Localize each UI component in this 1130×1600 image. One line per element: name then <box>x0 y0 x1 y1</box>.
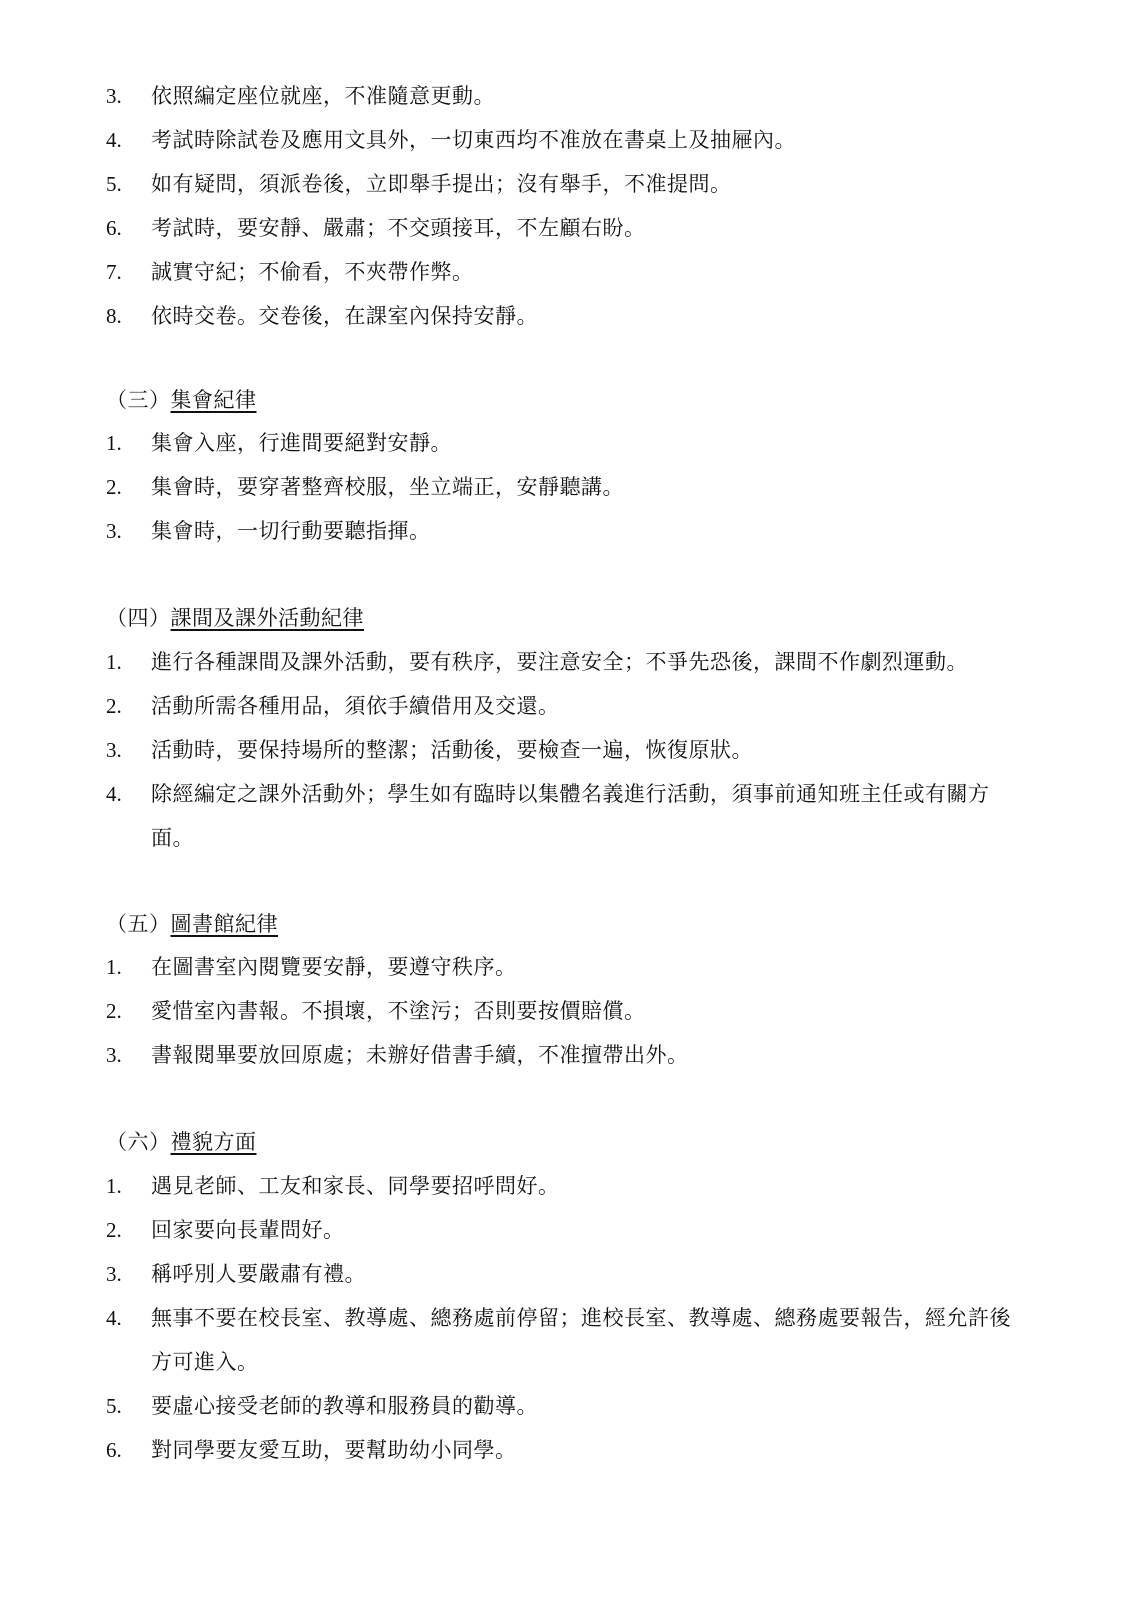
item-number: 2. <box>106 694 122 718</box>
item-text: 對同學要友愛互助，要幫助幼小同學。 <box>151 1438 517 1462</box>
section-heading-manners <box>106 1120 257 1164</box>
section-title: 禮貌方面 <box>170 1130 257 1154</box>
item-text: 在圖書室內閱覽要安靜，要遵守秩序。 <box>151 955 517 979</box>
section-heading-activities <box>106 596 364 640</box>
list-item <box>0 118 1130 162</box>
section-prefix: （三） <box>106 388 171 412</box>
item-number: 4. <box>106 782 122 806</box>
list-item <box>0 74 1130 118</box>
item-text: 依時交卷。交卷後，在課室內保持安靜。 <box>151 304 538 328</box>
item-number: 3. <box>106 84 122 108</box>
item-number: 5. <box>106 172 122 196</box>
activities-rules-list <box>0 640 1130 860</box>
item-number: 3. <box>106 1262 122 1286</box>
list-item <box>0 1384 1130 1428</box>
section-heading-library <box>106 902 278 946</box>
item-number: 2. <box>106 999 122 1023</box>
list-item <box>0 421 1130 465</box>
item-number: 2. <box>106 475 122 499</box>
item-text: 集會時，要穿著整齊校服，坐立端正，安靜聽講。 <box>151 475 624 499</box>
list-item <box>0 250 1130 294</box>
item-text: 進行各種課間及課外活動，要有秩序，要注意安全；不爭先恐後，課間不作劇烈運動。 <box>151 650 968 674</box>
list-item <box>0 1164 1130 1208</box>
item-number: 3. <box>106 1043 122 1067</box>
library-rules-list <box>0 945 1130 1077</box>
item-text: 誠實守紀；不偷看，不夾帶作弊。 <box>151 260 474 284</box>
list-item <box>0 640 1130 684</box>
section-title: 課間及課外活動紀律 <box>170 606 364 630</box>
item-text: 活動時，要保持場所的整潔；活動後，要檢查一遍，恢復原狀。 <box>151 738 753 762</box>
section-prefix: （五） <box>106 912 171 936</box>
exam-rules-list <box>0 74 1130 338</box>
item-text: 遇見老師、工友和家長、同學要招呼問好。 <box>151 1174 560 1198</box>
list-item <box>0 206 1130 250</box>
list-item <box>0 294 1130 338</box>
item-text: 集會時，一切行動要聽指揮。 <box>151 519 431 543</box>
list-item <box>0 989 1130 1033</box>
section-prefix: （六） <box>106 1130 171 1154</box>
item-number: 1. <box>106 955 122 979</box>
list-item <box>0 162 1130 206</box>
assembly-rules-list <box>0 421 1130 553</box>
section-heading-assembly <box>106 378 257 422</box>
item-text: 活動所需各種用品，須依手續借用及交還。 <box>151 694 560 718</box>
manners-rules-list <box>0 1164 1130 1472</box>
item-text: 如有疑問，須派卷後，立即舉手提出；沒有舉手，不准提問。 <box>151 172 732 196</box>
item-text: 要虛心接受老師的教導和服務員的勸導。 <box>151 1394 538 1418</box>
item-number: 1. <box>106 431 122 455</box>
item-number: 6. <box>106 1438 122 1462</box>
list-item <box>0 945 1130 989</box>
item-number: 3. <box>106 519 122 543</box>
item-text: 考試時，要安靜、嚴肅；不交頭接耳，不左顧右盼。 <box>151 216 646 240</box>
item-text: 回家要向長輩問好。 <box>151 1218 345 1242</box>
item-text: 稱呼別人要嚴肅有禮。 <box>151 1262 366 1286</box>
item-text: 書報閱畢要放回原處；未辦好借書手續，不准擅帶出外。 <box>151 1043 689 1067</box>
item-number: 3. <box>106 738 122 762</box>
list-item <box>0 1033 1130 1077</box>
list-item <box>0 509 1130 553</box>
item-number: 1. <box>106 650 122 674</box>
item-number: 2. <box>106 1218 122 1242</box>
list-item <box>0 1296 1130 1384</box>
item-number: 5. <box>106 1394 122 1418</box>
item-number: 4. <box>106 128 122 152</box>
item-number: 6. <box>106 216 122 240</box>
list-item <box>0 1208 1130 1252</box>
item-text: 集會入座，行進間要絕對安靜。 <box>151 431 452 455</box>
item-text: 考試時除試卷及應用文具外，一切東西均不准放在書桌上及抽屜內。 <box>151 128 796 152</box>
list-item <box>0 728 1130 772</box>
list-item <box>0 772 1130 860</box>
item-number: 7. <box>106 260 122 284</box>
section-prefix: （四） <box>106 606 171 630</box>
section-title: 集會紀律 <box>170 388 257 412</box>
item-number: 8. <box>106 304 122 328</box>
list-item <box>0 684 1130 728</box>
item-text: 依照編定座位就座，不准隨意更動。 <box>151 84 495 108</box>
item-number: 4. <box>106 1306 122 1330</box>
item-text: 愛惜室內書報。不損壞，不塗污；否則要按價賠償。 <box>151 999 646 1023</box>
item-text: 除經編定之課外活動外；學生如有臨時以集體名義進行活動，須事前通知班主任或有關方面。 <box>151 782 990 850</box>
item-number: 1. <box>106 1174 122 1198</box>
item-text: 無事不要在校長室、教導處、總務處前停留；進校長室、教導處、總務處要報告，經允許後方可進入。 <box>151 1306 1011 1374</box>
section-title: 圖書館紀律 <box>170 912 278 936</box>
list-item <box>0 465 1130 509</box>
list-item <box>0 1252 1130 1296</box>
list-item <box>0 1428 1130 1472</box>
